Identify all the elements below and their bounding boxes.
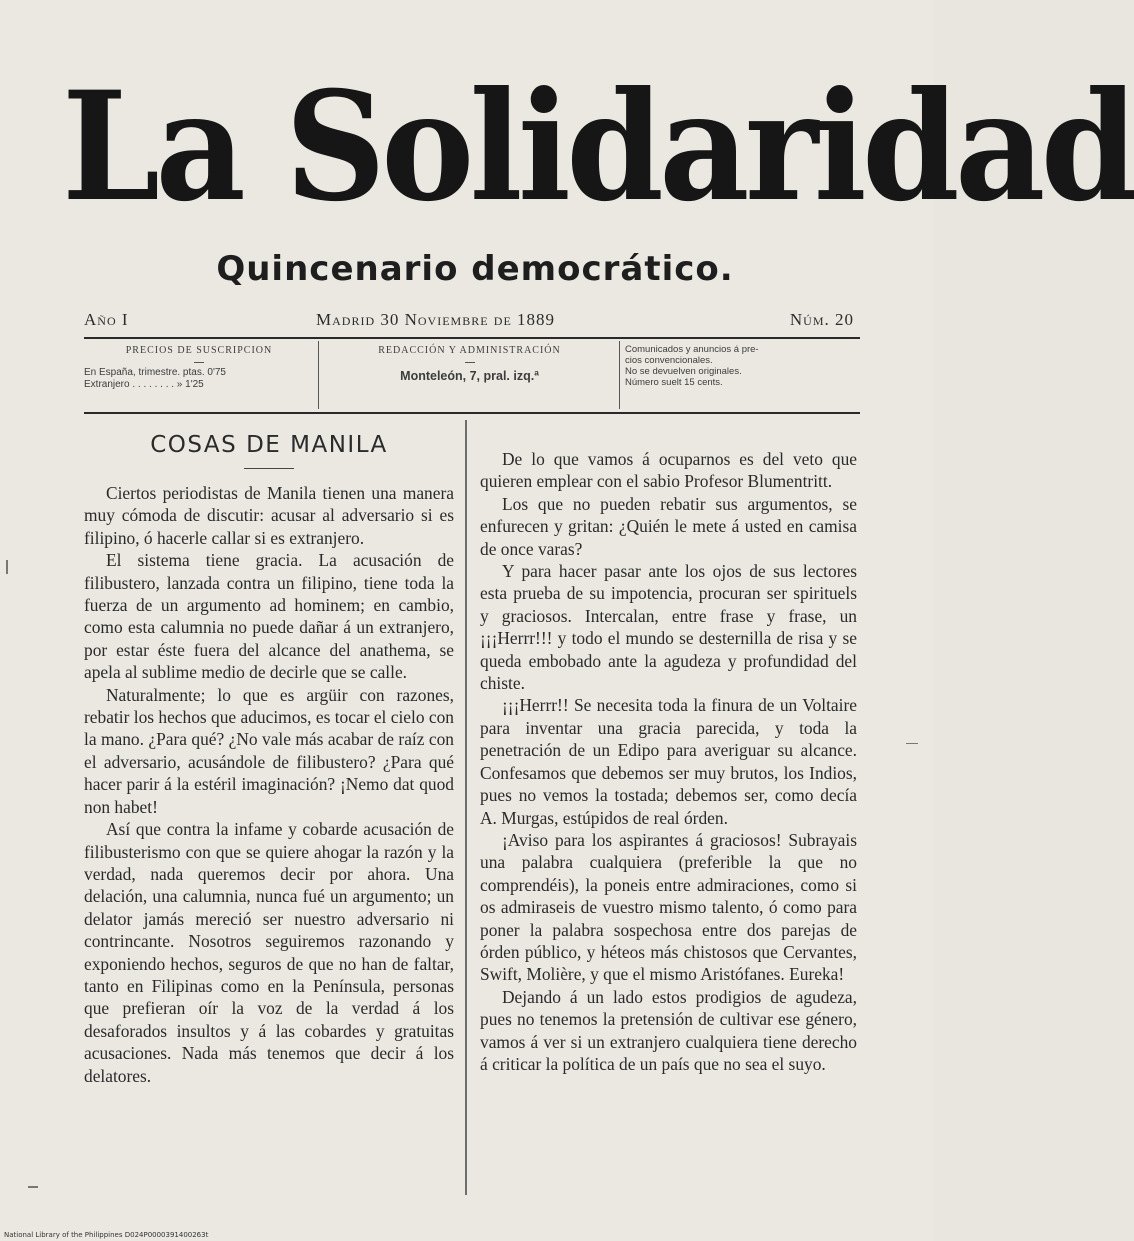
issue-number: Núm. 20 xyxy=(789,310,854,329)
notice-line-3: No se devuelven originales. xyxy=(625,366,742,377)
article-paragraph: Ciertos periodistas de Manila tienen una manera muy cómoda de discutir: acusar al adversario si es filipino, ó hacerle callar si es extranjero. xyxy=(84,483,454,548)
info-divider-1 xyxy=(318,341,319,409)
masthead-title: La Solidaridad xyxy=(62,59,1134,235)
notice-line-2: cios convencionales. xyxy=(625,355,713,366)
subscription-box xyxy=(84,344,314,406)
article-paragraph: Dejando á un lado estos prodigios de agudeza, pues no tenemos la pretensión de cultivar ese género, vamos á ver si un extranjero cualquiera tiene derecho á criticar la política de un país que no sea el suyo. xyxy=(480,986,857,1074)
notices-box xyxy=(625,344,860,406)
margin-mark xyxy=(6,560,8,574)
issue-year: Año I xyxy=(84,310,129,329)
column-divider xyxy=(465,420,467,1195)
article-column-right xyxy=(480,448,857,1075)
dateline xyxy=(84,310,854,334)
article-paragraph: Así que contra la infame y cobarde acusación de filibusterismo con que se quiere ahogar la razón y la verdad, nada queremos decir por ahora. Una delación, una calumnia, nunca fué un argumento; un delator jamás mereció ser nuestro adversario ni contrincante. Nosotros seguiremos razonando y exponiendo hechos, seguros de que no han de faltar, tanto en Filipinas como en la Península, personas que prefieran oír la voz de la verdad á los desaforados insultos y á las cobardes y gratuitas acusaciones. Nada más tenemos que decir á los delatores. xyxy=(84,819,454,1086)
issue-date: Madrid 30 Noviembre de 1889 xyxy=(316,310,556,329)
article-title: COSAS DE MANILA xyxy=(150,432,388,458)
article-paragraph: Naturalmente; lo que es argüir con razones, rebatir los hechos que aducimos, es tocar el cielo con la mano. ¿Para qué? ¿No vale más acabar de raíz con el adversario, acusándole de filibustero? ¿Para qué hacer parir á la estéril imaginación? ¡Nemo dat quod non habet! xyxy=(84,684,454,817)
subscription-line-abroad: Extranjero . . . . . . . . » 1'25 xyxy=(84,379,204,390)
header-rule-bottom xyxy=(84,412,860,414)
editorial-address: Monteleón, 7, pral. izq.ª xyxy=(400,369,539,383)
margin-mark xyxy=(28,1186,38,1188)
article-paragraph: Y para hacer pasar ante los ojos de sus lectores esta prueba de su impotencia, procuran ser spirituels y graciosos. Intercalan, entre frase y frase, un ¡¡¡Herrr!!! y todo el mundo se desternilla de risa y se queda embobado ante la agudeza y profundidad del chiste. xyxy=(480,561,857,694)
subscription-line-spain: En España, trimestre. ptas. 0'75 xyxy=(84,367,226,378)
subscription-heading: PRECIOS DE SUSCRIPCION xyxy=(125,345,273,356)
divider xyxy=(194,362,204,363)
header-rule-top xyxy=(84,337,860,339)
article-paragraph: ¡¡¡Herrr!! Se necesita toda la finura de un Voltaire para inventar una gracia parecida, y toda la penetración de un Edipo para averiguar su alcance. Confesamos que debemos ser muy brutos, los Indios, pues no vemos la tostada; debemos ser, como decía A. Murgas, estúpidos de real órden. xyxy=(480,695,857,828)
editorial-heading: REDACCIÓN Y ADMINISTRACIÓN xyxy=(378,345,561,356)
notice-line-1: Comunicados y anuncios á pre- xyxy=(625,344,759,355)
scan-credit: National Library of the Philippines D024P0000391400263t xyxy=(4,1231,209,1239)
info-divider-2 xyxy=(619,341,620,409)
title-rule xyxy=(244,468,294,469)
article-paragraph: El sistema tiene gracia. La acusación de filibustero, lanzada contra un filipino, tiene toda la fuerza de un argumento ad hominem; en cambio, como esta calumnia no puede dañar á un extranjero, por estar éste fuera del alcance del anathema, se apela al sublime medio de decirle que se calle. xyxy=(84,550,454,683)
article-column-left xyxy=(84,430,454,1087)
notice-line-4: Número suelt 15 cents. xyxy=(625,377,723,388)
divider xyxy=(465,362,475,363)
article-paragraph: ¡Aviso para los aspirantes á graciosos! Subrayais una palabra cualquiera (preferible la que no comprendéis), la poneis entre admiraciones, como si os admiraseis de vuestro mismo talento, ó como para poner la palabra sospechosa entre dos parejas de órden público, y héteos más chistosos que Cervantes, Swift, Molière, y que el mismo Aristófanes. Eureka! xyxy=(480,829,857,985)
article-paragraph: Los que no pueden rebatir sus argumentos, se enfurecen y gritan: ¿Quién le mete á usted en camisa de once varas? xyxy=(480,493,857,559)
masthead-subtitle: Quincenario democrático. xyxy=(216,249,734,289)
article-paragraph: De lo que vamos á ocuparnos es del veto que quieren emplear con el sabio Profesor Blumentritt. xyxy=(480,449,857,492)
editorial-box xyxy=(323,344,616,406)
margin-mark xyxy=(906,743,918,744)
